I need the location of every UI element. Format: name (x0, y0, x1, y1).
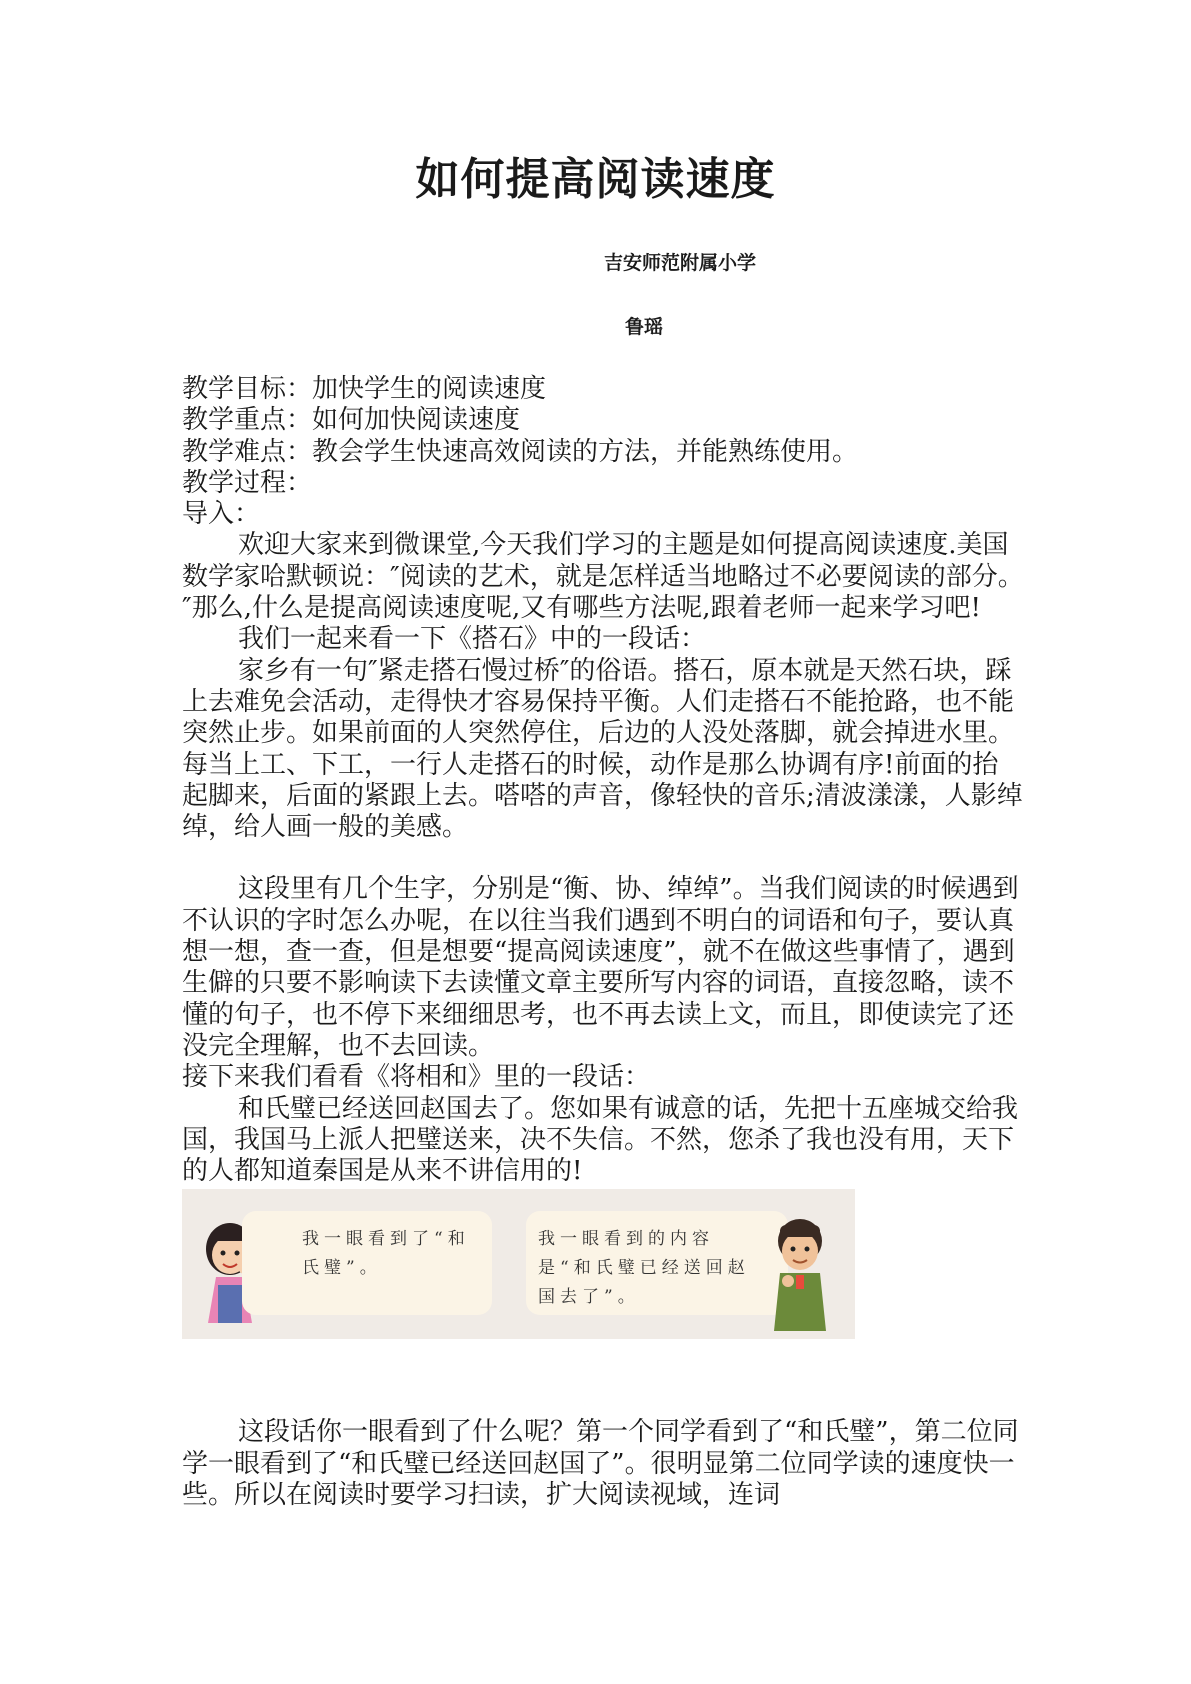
speech-bubble-girl-text: 我一眼看到了“和氏璧”。 (302, 1229, 470, 1279)
author-name: 鲁瑶 (625, 316, 664, 338)
speech-bubble-boy-text: 我一眼看到的内容是“和氏璧已经送回赵国去了”。 (538, 1229, 750, 1308)
paragraph-jiangxianghe-intro: 接下来我们看看《将相和》里的一段话： (182, 1062, 651, 1093)
paragraph-welcome: 欢迎大家来到微课堂,今天我们学习的主题是如何提高阅读速度.美国数学家哈默顿说：″阅读的艺术，就是怎样适当地略过不必要阅读的部分。″那么,什么是提高阅读速度呢,又有哪些方法呢,跟着老师一起来学习吧! (182, 530, 1024, 624)
teaching-goal: 教学目标：加快学生的阅读速度 (182, 374, 547, 404)
paragraph-dashi-intro: 我们一起来看一下《搭石》中的一段话： (238, 624, 707, 655)
paragraph-reading-view: 这段话你一眼看到了什么呢？第一个同学看到了“和氏璧”，第二位同学一眼看到了“和氏璧已经送回赵国了”。很明显第二位同学读的速度快一些。所以在阅读时要学习扫读，扩大阅读视域，连词 (182, 1417, 1019, 1511)
page-title: 如何提高阅读速度 (415, 154, 776, 205)
paragraph-dashi-quote: 家乡有一句″紧走搭石慢过桥″的俗语。搭石，原本就是天然石块，踩上去难免会活动，走得快才容易保持平衡。人们走搭石不能抢路，也不能突然止步。如果前面的人突然停住，后边的人没处落脚，就会掉进水里。每当上工、下工，一行人走搭石的时候，动作是那么协调有序!前面的抬起脚来，后面的紧跟上去。嗒嗒的声音，像轻快的音乐;清波漾漾，人影绰绰，给人画一般的美感。 (182, 655, 1023, 843)
boy-illustration (770, 1211, 830, 1331)
intro-heading: 导入： (182, 499, 261, 530)
paragraph-gap (182, 843, 1024, 874)
teaching-focus: 教学重点：如何加快阅读速度 (182, 405, 521, 436)
paragraph-new-words: 这段里有几个生字，分别是“衡、协、绰绰”。当我们阅读的时候遇到不认识的字时怎么办呢，在以往当我们遇到不明白的词语和句子，要认真想一想，查一查，但是想要“提高阅读速度”，就不在做这些事情了，遇到生僻的只要不影响读下去读懂文章主要所写内容的词语，直接忽略，读不懂的句子，也不停下来细细思考，也不再去读上文，而且，即使读完了还没完全理解，也不去回读。 (182, 874, 1019, 1061)
school-name: 吉安师范附属小学 (604, 252, 757, 274)
speech-bubble-girl (242, 1211, 492, 1315)
document-body (182, 374, 1024, 1511)
teaching-process: 教学过程： (182, 467, 313, 498)
speech-bubble-boy (526, 1211, 788, 1315)
paragraph-jiangxianghe-quote: 和氏璧已经送回赵国去了。您如果有诚意的话，先把十五座城交给我国，我国马上派人把璧送来，决不失信。不然，您杀了我也没有用，天下的人都知道秦国是从来不讲信用的! (182, 1093, 1019, 1187)
teaching-difficulty: 教学难点：教会学生快速高效阅读的方法，并能熟练使用。 (182, 436, 859, 467)
textbook-illustration (182, 1189, 855, 1339)
